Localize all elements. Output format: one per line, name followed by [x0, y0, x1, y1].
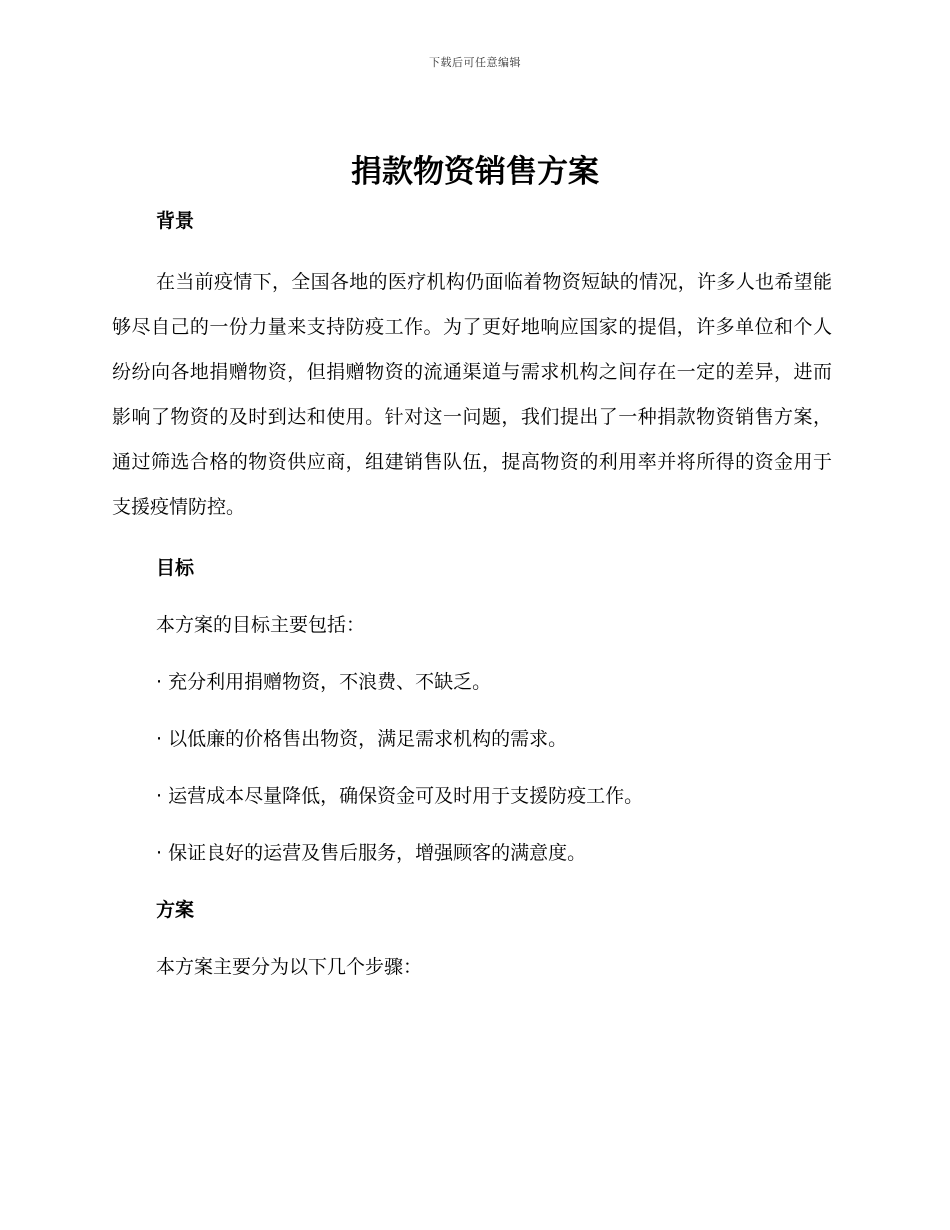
section-heading-goals: 目标	[156, 557, 195, 579]
goal-item: · 以低廉的价格售出物资，满足需求机构的需求。	[156, 728, 568, 750]
goal-item: · 充分利用捐赠物资，不浪费、不缺乏。	[156, 671, 492, 693]
page-header-note: 下载后可任意编辑	[429, 56, 521, 69]
goal-item: · 保证良好的运营及售后服务，增强顾客的满意度。	[156, 842, 587, 864]
background-paragraph: 在当前疫情下，全国各地的医疗机构仍面临着物资短缺的情况，许多人也希望能够尽自己的一份力量来支持防疫工作。为了更好地响应国家的提倡，许多单位和个人纷纷向各地捐赠物资，但捐赠物资的流通渠道与需求机构之间存在一定的差异，进而影响了物资的及时到达和使用。针对这一问题，我们提出了一种捐款物资销售方案，通过筛选合格的物资供应商，组建销售队伍，提高物资的利用率并将所得的资金用于支援疫情防控。	[112, 271, 832, 518]
section-heading-background: 背景	[156, 210, 195, 232]
goal-item: · 运营成本尽量降低，确保资金可及时用于支援防疫工作。	[156, 785, 644, 807]
goals-intro: 本方案的目标主要包括：	[156, 614, 366, 636]
section-heading-plan: 方案	[156, 899, 195, 921]
document-body	[112, 202, 832, 986]
plan-intro: 本方案主要分为以下几个步骤：	[156, 956, 423, 978]
document-title: 捐款物资销售方案	[351, 154, 599, 190]
